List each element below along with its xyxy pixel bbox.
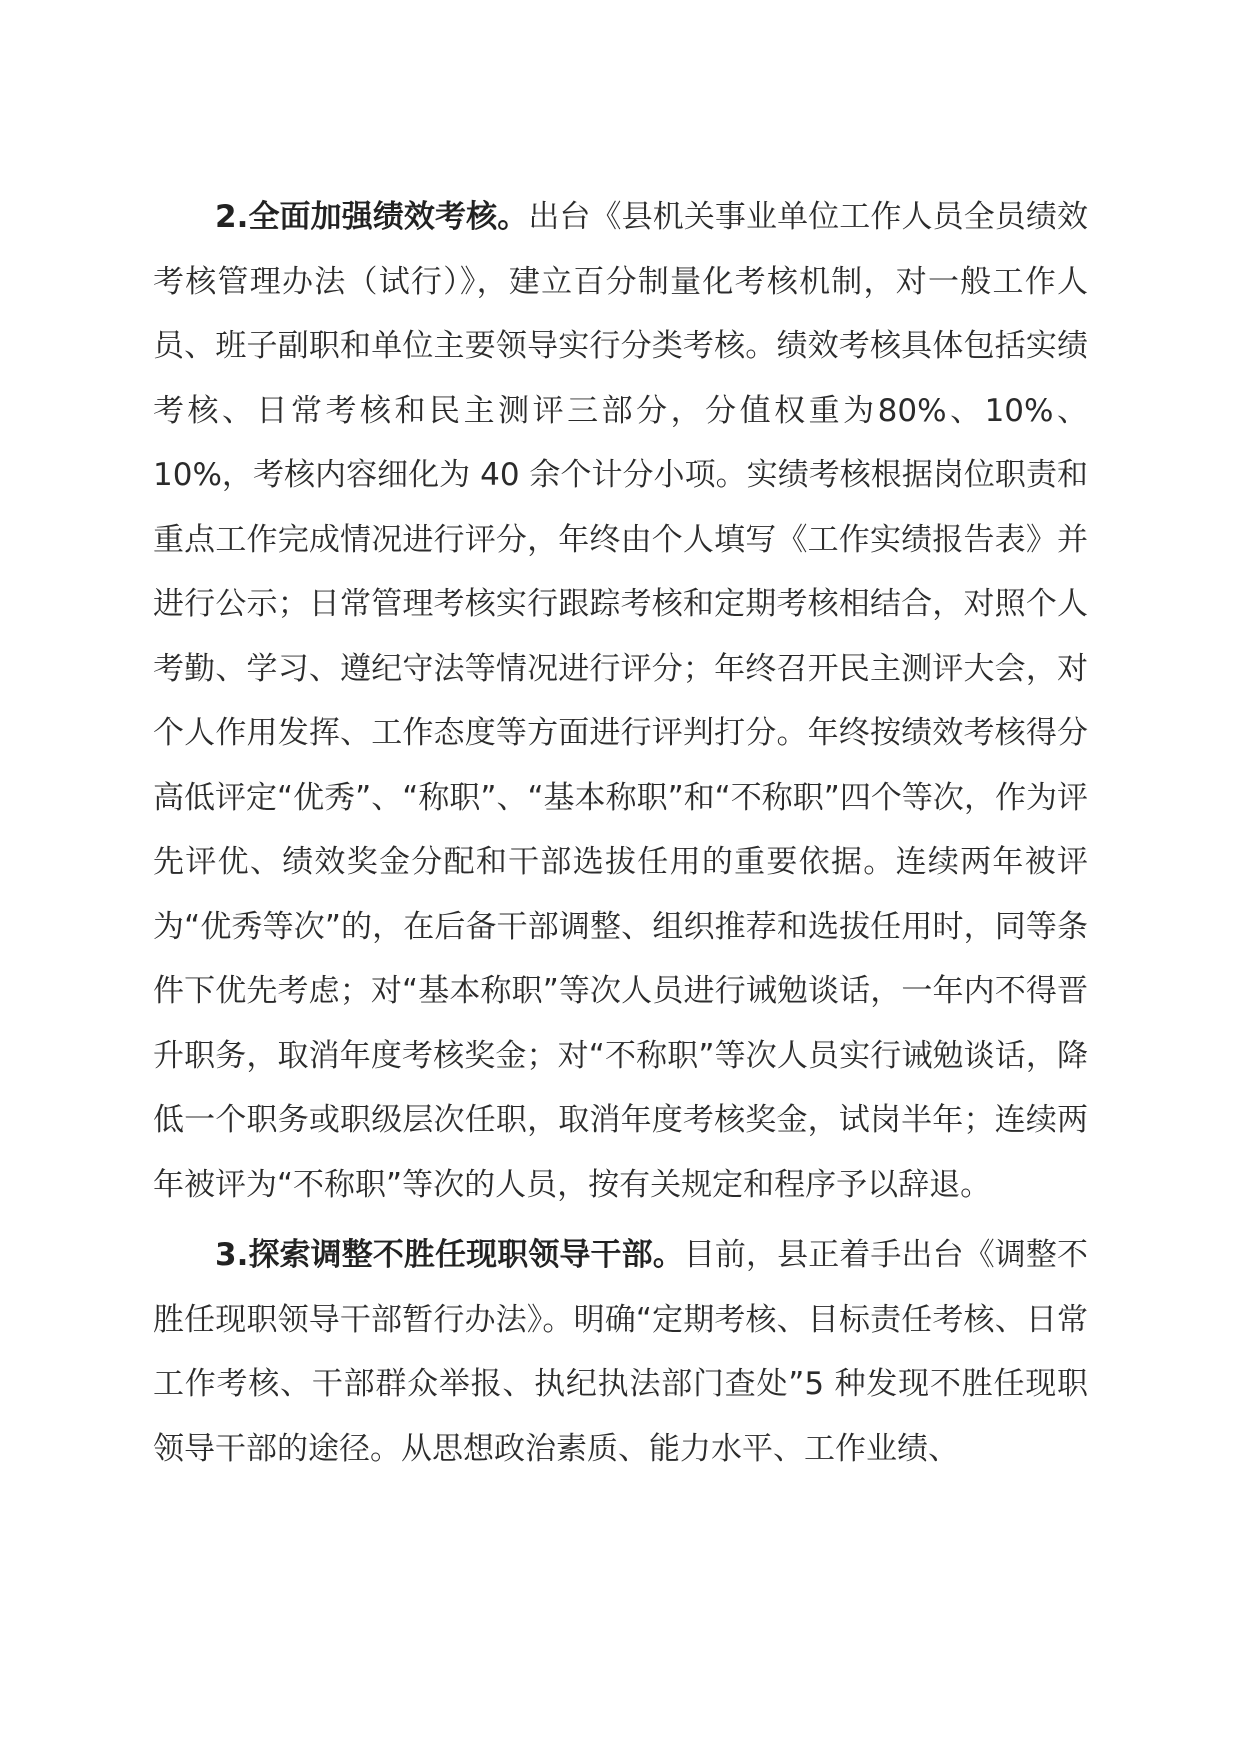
paragraph-body: 出台《县机关事业单位工作人员全员绩效考核管理办法（试行）》，建立百分制量化考核机制，对一般工作人员、班子副职和单位主要领导实行分类考核。绩效考核具体包括实绩考核、日常考核和民主测评三部分，分值权重为80%、10%、10%，考核内容细化为 40 余个计分小项。实绩考核根据岗位职责和重点工作完成情况进行评分，年终由个人填写《工作实绩报告表》并进行公示；日常管理考核实行跟踪考核和定期考核相结合，对照个人考勤、学习、遵纪守法等情况进行评分；年终召开民主测评大会，对个人作用发挥、工作态度等方面进行评判打分。年终按绩效考核得分高低评定“优秀”、“称职”、“基本称职”和“不称职”四个等次，作为评先评优、绩效奖金分配和干部选拔任用的重要依据。连续两年被评为“优秀等次”的，在后备干部调整、组织推荐和选拔任用时，同等条件下优先考虑；对“基本称职”等次人员进行诫勉谈话，一年内不得晋升职务，取消年度考核奖金；对“不称职”等次人员实行诫勉谈话，降低一个职务或职级层次任职，取消年度考核奖金，试岗半年；连续两年被评为“不称职”等次的人员，按有关规定和程序予以辞退。 (153, 199, 1088, 1203)
paragraph-heading: 3.探索调整不胜任现职领导干部。 (215, 1237, 684, 1273)
paragraph-heading: 2.全面加强绩效考核。 (215, 199, 529, 235)
paragraph-performance-assessment (153, 185, 1088, 1217)
paragraph-body: 目前，县正着手出台《调整不胜任现职领导干部暂行办法》。明确“定期考核、目标责任考核、日常工作考核、干部群众举报、执纪执法部门查处”5 种发现不胜任现职领导干部的途径。从思想政治素质、能力水平、工作业绩、 (153, 1237, 1088, 1467)
paragraph-adjust-leaders (153, 1223, 1088, 1481)
document-page (153, 185, 1088, 1487)
